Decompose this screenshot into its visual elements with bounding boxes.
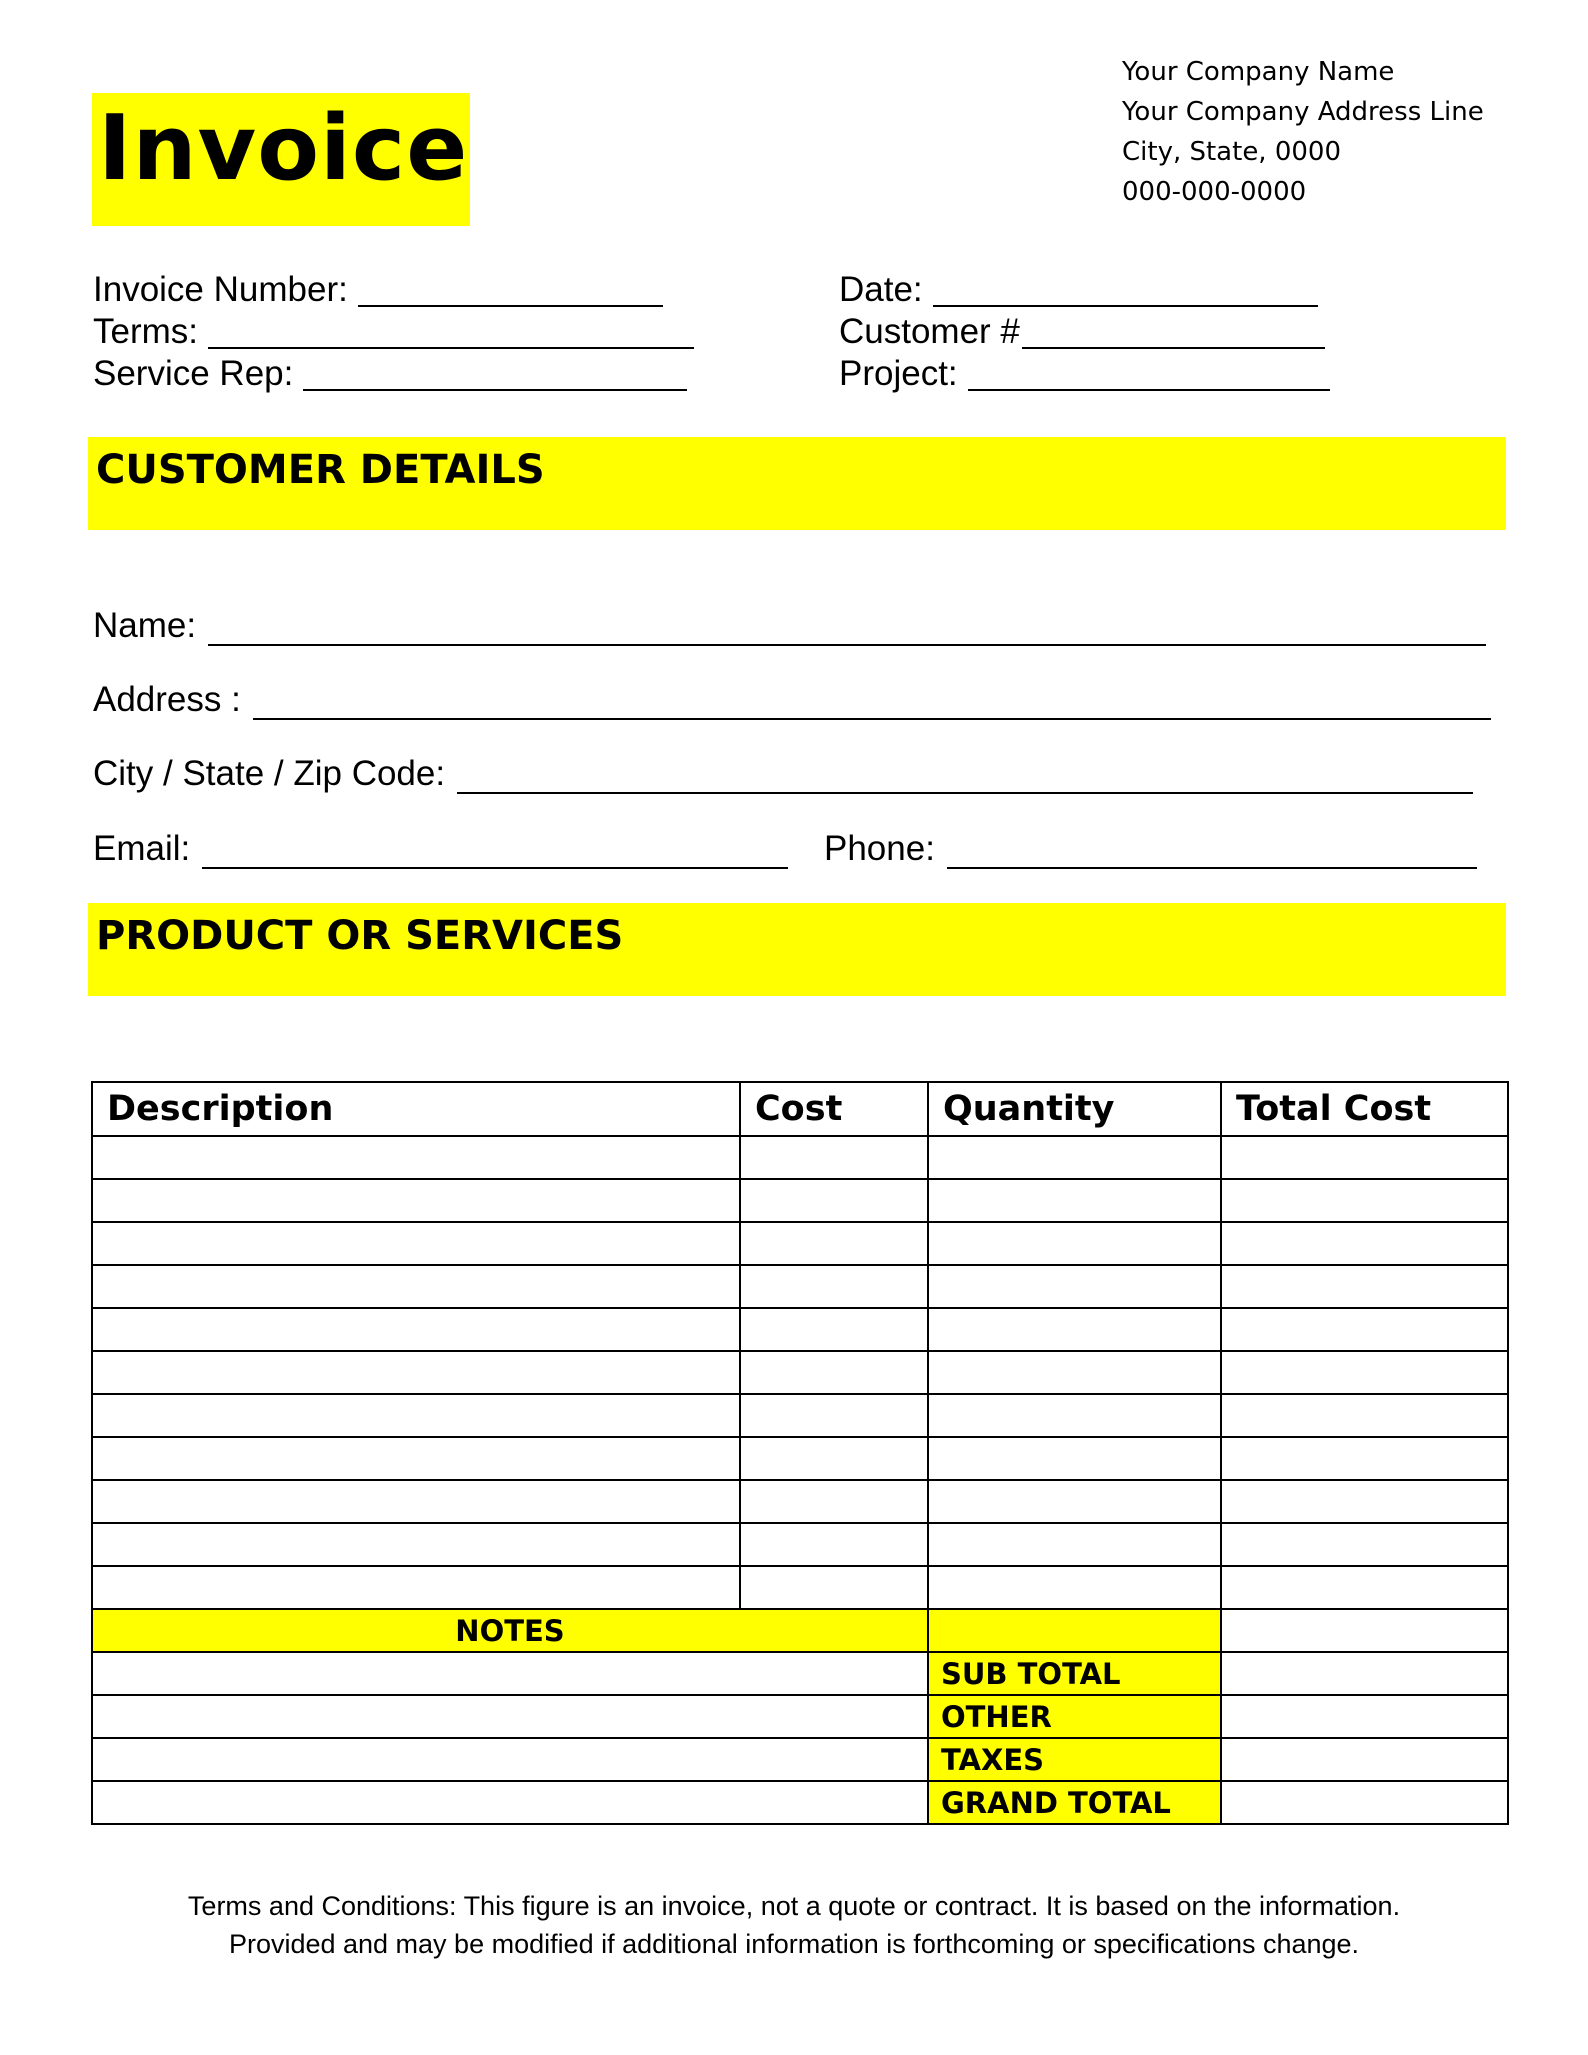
table-row bbox=[92, 1179, 1508, 1222]
cost-cell[interactable] bbox=[740, 1437, 928, 1480]
company-phone: 000-000-0000 bbox=[1122, 177, 1307, 207]
company-address: Your Company Address Line bbox=[1122, 97, 1484, 127]
table-header-row bbox=[92, 1082, 1508, 1136]
grand-total-value[interactable] bbox=[1221, 1781, 1508, 1824]
quantity-cell[interactable] bbox=[928, 1179, 1221, 1222]
notes-line[interactable] bbox=[92, 1781, 928, 1824]
summary-row bbox=[92, 1738, 1508, 1781]
total-cost-cell[interactable] bbox=[1221, 1136, 1508, 1179]
table-row bbox=[92, 1265, 1508, 1308]
cost-cell[interactable] bbox=[740, 1265, 928, 1308]
description-cell[interactable] bbox=[92, 1394, 740, 1437]
items-table bbox=[91, 1081, 1509, 1825]
company-city: City, State, 0000 bbox=[1122, 137, 1342, 167]
cost-cell[interactable] bbox=[740, 1308, 928, 1351]
address-field[interactable] bbox=[93, 680, 1491, 720]
summary-row bbox=[92, 1781, 1508, 1824]
customer-details-title: CUSTOMER DETAILS bbox=[96, 447, 545, 493]
quantity-cell[interactable] bbox=[928, 1394, 1221, 1437]
description-cell[interactable] bbox=[92, 1179, 740, 1222]
table-row bbox=[92, 1566, 1508, 1609]
terms-line-1: Terms and Conditions: This figure is an invoice, not a quote or contract. It is based on the information. bbox=[187, 1891, 1401, 1921]
total-cost-cell[interactable] bbox=[1221, 1179, 1508, 1222]
description-cell[interactable] bbox=[92, 1308, 740, 1351]
quantity-cell[interactable] bbox=[928, 1265, 1221, 1308]
name-line[interactable] bbox=[208, 616, 1486, 646]
table-row bbox=[92, 1308, 1508, 1351]
total-cost-cell[interactable] bbox=[1221, 1437, 1508, 1480]
terms-line-2: Provided and may be modified if additional information is forthcoming or specifications change. bbox=[228, 1929, 1360, 1959]
table-row bbox=[92, 1222, 1508, 1265]
total-cost-cell[interactable] bbox=[1221, 1480, 1508, 1523]
city-state-zip-label: City / State / Zip Code: bbox=[93, 754, 446, 793]
table-row bbox=[92, 1437, 1508, 1480]
description-cell[interactable] bbox=[92, 1566, 740, 1609]
service-rep-label: Service Rep: bbox=[93, 354, 294, 393]
table-row bbox=[92, 1480, 1508, 1523]
phone-line[interactable] bbox=[947, 839, 1477, 869]
other-label: OTHER bbox=[928, 1695, 1221, 1738]
quantity-cell[interactable] bbox=[928, 1136, 1221, 1179]
cost-cell[interactable] bbox=[740, 1566, 928, 1609]
table-row bbox=[92, 1351, 1508, 1394]
invoice-number-label: Invoice Number: bbox=[93, 270, 348, 309]
description-cell[interactable] bbox=[92, 1222, 740, 1265]
quantity-cell[interactable] bbox=[928, 1480, 1221, 1523]
date-field[interactable] bbox=[839, 272, 1318, 307]
products-header bbox=[88, 903, 1506, 996]
terms-label: Terms: bbox=[93, 312, 198, 351]
service-rep-field[interactable] bbox=[93, 356, 687, 391]
table-row bbox=[92, 1136, 1508, 1179]
total-cost-cell[interactable] bbox=[1221, 1351, 1508, 1394]
cost-cell[interactable] bbox=[740, 1351, 928, 1394]
cost-cell[interactable] bbox=[740, 1136, 928, 1179]
address-label: Address : bbox=[93, 680, 241, 719]
column-description: Description bbox=[92, 1082, 740, 1136]
grand-total-label: GRAND TOTAL bbox=[928, 1781, 1221, 1824]
products-title: PRODUCT OR SERVICES bbox=[96, 913, 624, 959]
table-row bbox=[92, 1394, 1508, 1437]
cost-cell[interactable] bbox=[740, 1394, 928, 1437]
other-value[interactable] bbox=[1221, 1695, 1508, 1738]
invoice-number-field[interactable] bbox=[93, 272, 663, 307]
column-quantity: Quantity bbox=[928, 1082, 1221, 1136]
sub-total-label: SUB TOTAL bbox=[928, 1652, 1221, 1695]
invoice-title: Invoice bbox=[98, 96, 469, 201]
terms-and-conditions bbox=[0, 1887, 1588, 1963]
taxes-value[interactable] bbox=[1221, 1738, 1508, 1781]
customer-number-field[interactable] bbox=[839, 314, 1325, 349]
summary-blank-value[interactable] bbox=[1221, 1609, 1508, 1652]
date-line[interactable] bbox=[933, 277, 1318, 307]
service-rep-line[interactable] bbox=[303, 361, 687, 391]
summary-blank-label bbox=[928, 1609, 1221, 1652]
notes-line[interactable] bbox=[92, 1652, 928, 1695]
notes-line[interactable] bbox=[92, 1695, 928, 1738]
project-label: Project: bbox=[839, 354, 958, 393]
total-cost-cell[interactable] bbox=[1221, 1394, 1508, 1437]
summary-row bbox=[92, 1695, 1508, 1738]
cost-cell[interactable] bbox=[740, 1222, 928, 1265]
column-total-cost: Total Cost bbox=[1221, 1082, 1508, 1136]
company-info bbox=[1122, 52, 1484, 212]
customer-number-line[interactable] bbox=[1022, 319, 1325, 349]
invoice-number-line[interactable] bbox=[358, 277, 663, 307]
email-line[interactable] bbox=[202, 839, 788, 869]
cost-cell[interactable] bbox=[740, 1179, 928, 1222]
total-cost-cell[interactable] bbox=[1221, 1265, 1508, 1308]
quantity-cell[interactable] bbox=[928, 1351, 1221, 1394]
quantity-cell[interactable] bbox=[928, 1566, 1221, 1609]
summary-row bbox=[92, 1652, 1508, 1695]
notes-label: NOTES bbox=[92, 1609, 928, 1652]
total-cost-cell[interactable] bbox=[1221, 1308, 1508, 1351]
quantity-cell[interactable] bbox=[928, 1523, 1221, 1566]
terms-field[interactable] bbox=[93, 314, 694, 349]
description-cell[interactable] bbox=[92, 1351, 740, 1394]
address-line[interactable] bbox=[253, 690, 1491, 720]
total-cost-cell[interactable] bbox=[1221, 1222, 1508, 1265]
name-label: Name: bbox=[93, 606, 197, 645]
notes-line[interactable] bbox=[92, 1738, 928, 1781]
company-name: Your Company Name bbox=[1122, 57, 1395, 87]
city-state-zip-field[interactable] bbox=[93, 754, 1473, 794]
quantity-cell[interactable] bbox=[928, 1222, 1221, 1265]
city-state-zip-line[interactable] bbox=[457, 764, 1473, 794]
phone-label: Phone: bbox=[824, 829, 935, 868]
description-cell[interactable] bbox=[92, 1136, 740, 1179]
project-field[interactable] bbox=[839, 356, 1330, 391]
taxes-label: TAXES bbox=[928, 1738, 1221, 1781]
total-cost-cell[interactable] bbox=[1221, 1523, 1508, 1566]
project-line[interactable] bbox=[968, 361, 1330, 391]
name-field[interactable] bbox=[93, 606, 1486, 646]
description-cell[interactable] bbox=[92, 1437, 740, 1480]
description-cell[interactable] bbox=[92, 1523, 740, 1566]
email-field[interactable] bbox=[93, 829, 788, 869]
customer-number-label: Customer # bbox=[839, 312, 1020, 351]
email-label: Email: bbox=[93, 829, 191, 868]
cost-cell[interactable] bbox=[740, 1523, 928, 1566]
total-cost-cell[interactable] bbox=[1221, 1566, 1508, 1609]
quantity-cell[interactable] bbox=[928, 1308, 1221, 1351]
notes-header-row bbox=[92, 1609, 1508, 1652]
sub-total-value[interactable] bbox=[1221, 1652, 1508, 1695]
column-cost: Cost bbox=[740, 1082, 928, 1136]
customer-details-header bbox=[88, 437, 1506, 530]
quantity-cell[interactable] bbox=[928, 1437, 1221, 1480]
table-row bbox=[92, 1523, 1508, 1566]
terms-line[interactable] bbox=[208, 319, 694, 349]
phone-field[interactable] bbox=[824, 829, 1477, 869]
description-cell[interactable] bbox=[92, 1265, 740, 1308]
date-label: Date: bbox=[839, 270, 923, 309]
cost-cell[interactable] bbox=[740, 1480, 928, 1523]
description-cell[interactable] bbox=[92, 1480, 740, 1523]
